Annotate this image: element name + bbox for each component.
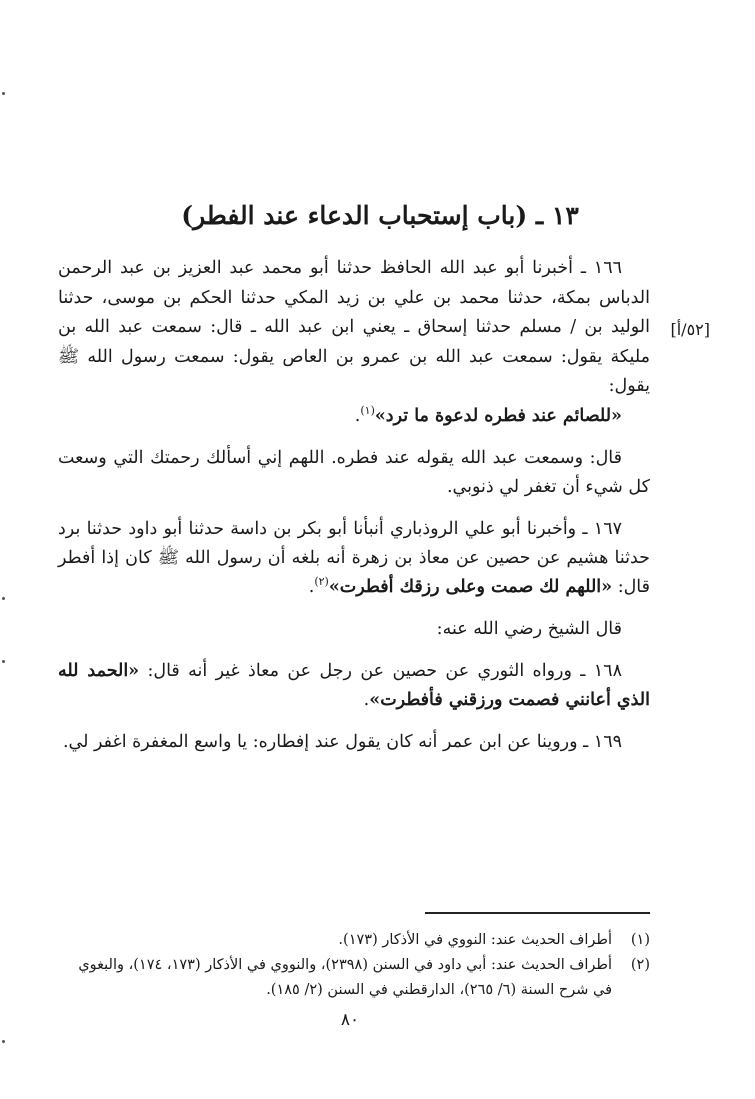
chapter-title: ١٣ ـ (باب إستحباب الدعاء عند الفطر) — [181, 201, 579, 230]
paragraph-text: ١٦٦ ـ أخبرنا أبو عبد الله الحافظ حدثنا أبو محمد عبد العزيز بن عبد الرحمن الدباس بمكة، حدثنا محمد بن علي بن زيد المكي حدثنا الحكم بن موسى، حدثنا الوليد بن / مسلم حدثنا إسحاق ـ يعني ابن عبد الله ـ قال: سمعت عبد الله بن مليكة يقول: سمعت عبد الله بن عمرو بن العاص يقول: سمعت رسول الله ﷺ يقول: — [58, 258, 650, 396]
footnote — [58, 928, 650, 953]
footnote-text: أطراف الحديث عند: النووي في الأذكار (١٧٣). — [338, 932, 612, 948]
footnote-ref: (٢) — [314, 575, 329, 589]
hadith-paragraph — [58, 515, 650, 602]
hadith-quote: «الحمد لله الذي أعانني فصمت ورزقني فأفطرت» — [58, 661, 650, 710]
hadith-quote: «اللهم لك صمت وعلى رزقك أفطرت» — [328, 577, 613, 597]
page-number: ٨٠ — [340, 1010, 360, 1030]
scan-mark — [2, 92, 5, 95]
hadith-paragraph — [58, 657, 650, 715]
footnote-text: أطراف الحديث عند: أبي داود في السنن (٢٣٩٨)، والنووي في الأذكار (١٧٣، ١٧٤)، والبغوي في شرح السنة (٦/ ٢٦٥)، الدارقطني في السنن (٢/ ١٨٥). — [78, 957, 612, 998]
footnote-number: (٢) — [630, 957, 650, 973]
footnote — [58, 953, 650, 1003]
scan-mark — [2, 1040, 5, 1043]
footnote-number: (١) — [630, 932, 650, 948]
main-text — [58, 254, 650, 770]
footnote-separator — [425, 912, 650, 914]
hadith-paragraph — [58, 254, 650, 431]
narration-paragraph — [58, 615, 650, 644]
narration-paragraph — [58, 444, 650, 502]
punctuation: . — [354, 405, 361, 426]
paragraph-text: قال الشيخ رضي الله عنه: — [436, 619, 622, 639]
hadith-paragraph — [58, 728, 650, 757]
scan-mark — [2, 597, 5, 600]
punctuation: . — [363, 690, 370, 710]
hadith-quote: «للصائم عند فطره لدعوة ما ترد» — [374, 405, 622, 426]
margin-folio-marker: [٥٢/أ] — [670, 320, 710, 339]
paragraph-text: قال: وسمعت عبد الله يقوله عند فطره. اللهم إني أسألك رحمتك التي وسعت كل شيء أن تغفر لي ذنوبي. — [58, 448, 650, 497]
paragraph-text: ١٦٩ ـ وروينا عن ابن عمر أنه كان يقول عند إفطاره: يا واسع المغفرة اغفر لي. — [62, 732, 622, 752]
scan-mark — [2, 660, 5, 663]
footnotes — [58, 928, 650, 1003]
footnote-ref: (١) — [360, 403, 375, 417]
punctuation: . — [308, 577, 315, 597]
paragraph-text: ١٦٨ ـ ورواه الثوري عن حصين عن رجل عن معاذ غير أنه قال: — [147, 661, 622, 681]
paragraph-text: ١٦٧ ـ وأخبرنا أبو علي الروذباري أنبأنا أبو بكر بن داسة حدثنا أبو داود حدثنا برد حدثنا هشيم عن حصين عن معاذ بن زهرة أنه بلغه أن رسول الله ﷺ كان إذا أفطر قال: — [58, 519, 650, 597]
